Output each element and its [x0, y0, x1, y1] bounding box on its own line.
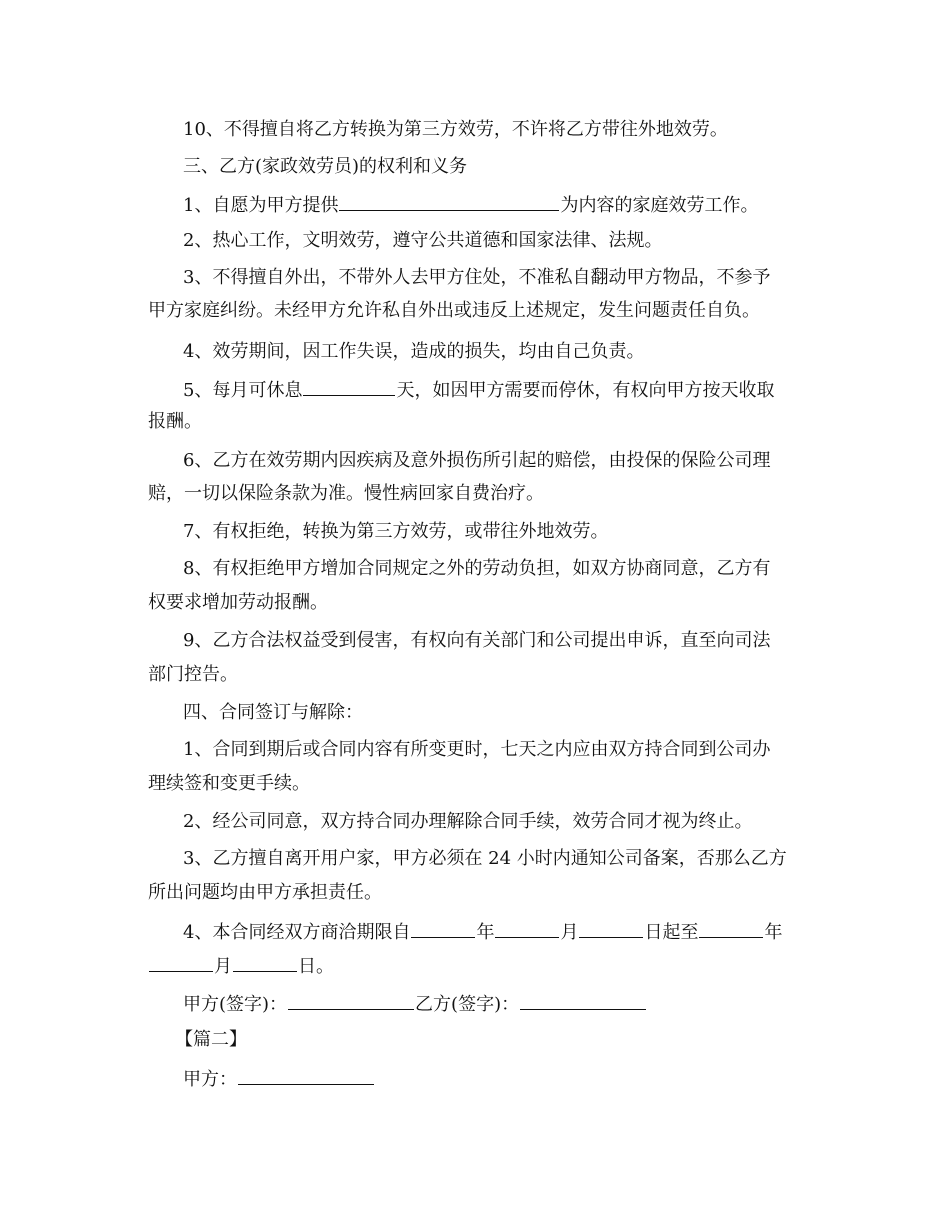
text: 月 — [560, 922, 579, 943]
paragraph: 2、热心工作，文明效劳，遵守公共道德和国家法律、法规。 — [183, 230, 663, 251]
paragraph-continued: 甲方家庭纠纷。未经甲方允许私自外出或违反上述规定，发生问题责任自负。 — [148, 300, 760, 321]
fill-blank — [238, 1066, 374, 1085]
fill-blank — [233, 953, 297, 972]
section-heading: 三、乙方(家政效劳员)的权利和义务 — [183, 156, 468, 177]
fill-blank — [339, 192, 559, 211]
paragraph-continued: 理续签和变更手续。 — [148, 773, 310, 794]
paragraph: 8、有权拒绝甲方增加合同规定之外的劳动负担，如双方协商同意，乙方有 — [183, 558, 771, 579]
paragraph-continued: 赔，一切以保险条款为准。慢性病回家自费治疗。 — [148, 483, 544, 504]
paragraph: 2、经公司同意，双方持合同办理解除合同手续，效劳合同才视为终止。 — [183, 811, 753, 832]
fill-blank — [149, 953, 213, 972]
paragraph: 3、不得擅自外出，不带外人去甲方住处，不准私自翻动甲方物品，不参予 — [183, 267, 771, 288]
paragraph-continued: 权要求增加劳动报酬。 — [148, 592, 328, 613]
text: 年 — [764, 922, 783, 943]
text: 4、本合同经双方商洽期限自 — [183, 922, 411, 943]
paragraph — [183, 377, 843, 403]
text: 天，如因甲方需要而停休，有权向甲方按天收取 — [396, 380, 775, 401]
text: 5、每月可休息 — [183, 380, 303, 401]
text: 为内容的家庭效劳工作。 — [560, 195, 759, 216]
section-heading: 四、合同签订与解除： — [183, 702, 363, 723]
fill-blank — [579, 919, 643, 938]
paragraph-continued: 报酬。 — [148, 411, 202, 432]
paragraph: 6、乙方在效劳期内因疾病及意外损伤所引起的赔偿，由投保的保险公司理 — [183, 450, 771, 471]
section-title: 【篇二】 — [175, 1029, 247, 1050]
fill-blank — [411, 919, 475, 938]
fill-blank — [495, 919, 559, 938]
fill-blank — [699, 919, 763, 938]
paragraph: 3、乙方擅自离开用户家，甲方必须在 24 小时内通知公司备案，否那么乙方 — [183, 848, 787, 869]
paragraph: 9、乙方合法权益受到侵害，有权向有关部门和公司提出申诉，直至向司法 — [183, 630, 771, 651]
paragraph-continued — [148, 953, 808, 979]
paragraph — [183, 919, 843, 945]
paragraph: 7、有权拒绝，转换为第三方效劳，或带往外地效劳。 — [183, 521, 609, 542]
text: 日起至 — [644, 922, 699, 943]
paragraph-continued: 所出问题均由甲方承担责任。 — [148, 882, 382, 903]
party-line — [183, 1066, 843, 1092]
paragraph: 1、合同到期后或合同内容有所变更时，七天之内应由双方持合同到公司办 — [183, 739, 771, 760]
text: 月 — [214, 956, 232, 977]
signature-blank-b — [520, 991, 646, 1010]
text: 年 — [476, 922, 495, 943]
signature-blank-a — [288, 991, 414, 1010]
paragraph: 10、不得擅自将乙方转换为第三方效劳，不许将乙方带往外地效劳。 — [183, 119, 728, 140]
party-label: 甲方： — [183, 1069, 237, 1090]
text: 日。 — [298, 956, 334, 977]
paragraph — [183, 192, 843, 218]
signature-label-a: 甲方(签字)： — [183, 994, 288, 1015]
paragraph: 4、效劳期间，因工作失误，造成的损失，均由自己负责。 — [183, 341, 645, 362]
fill-blank — [303, 377, 395, 396]
text: 1、自愿为甲方提供 — [183, 195, 339, 216]
paragraph-continued: 部门控告。 — [148, 664, 238, 685]
signature-line — [183, 991, 843, 1017]
signature-label-b: 乙方(签字)： — [415, 994, 520, 1015]
